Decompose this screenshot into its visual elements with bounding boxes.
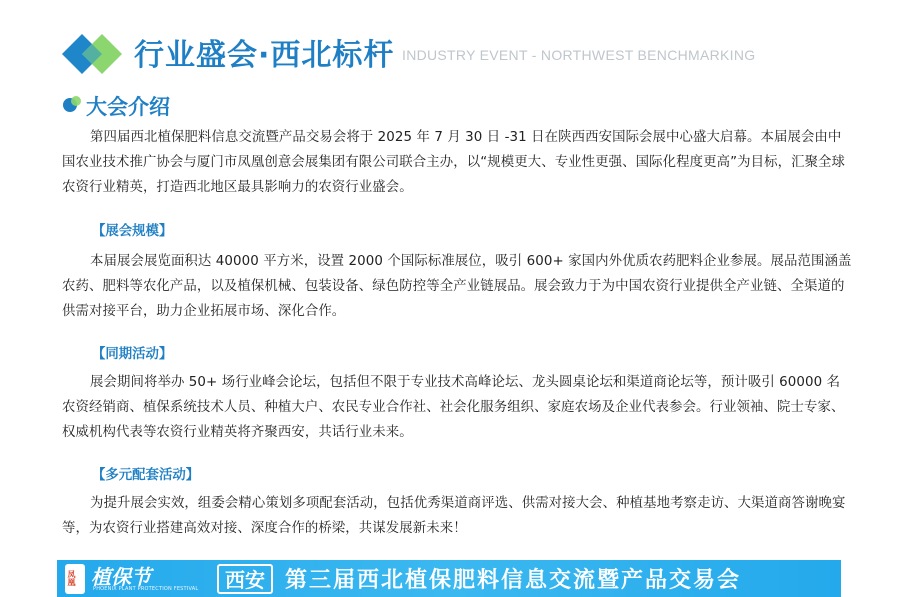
events-heading: 【同期活动】 — [92, 347, 173, 362]
badge-text: 凤凰 — [67, 570, 76, 586]
event-banner — [57, 560, 841, 597]
activities-heading: 【多元配套活动】 — [92, 468, 200, 483]
header-subtitle: INDUSTRY EVENT - NORTHWEST BENCHMARKING — [402, 47, 756, 63]
festival-badge — [65, 564, 85, 594]
festival-name: 植保节 — [91, 565, 151, 589]
scale-heading: 【展会规模】 — [92, 224, 173, 239]
bubble-bullet-icon — [62, 95, 82, 113]
diamond-logo-icon — [62, 34, 132, 74]
intro-paragraph: 第四届西北植保肥料信息交流暨产品交易会将于 2025 年 7 月 30 日 -31 日在陕西西安国际会展中心盛大启幕。本届展会由中国农业技术推广协会与厦门市凤凰创意会展集团有限公司联合主办，以“规模更大、专业性更强、国际化程度更高”为目标，汇聚全球农资行业精英，打造西北地区最具影响力的农资行业盛会。 — [62, 130, 846, 195]
section-title: 大会介绍 — [86, 95, 170, 119]
scale-paragraph: 本届展会展览面积达 40000 平方米，设置 2000 个国际标准展位，吸引 600+ 家国内外优质农药肥料企业参展。展品范围涵盖农药、肥料等农化产品，以及植保机械、包装设备、绿色防控等全产业链展品。展会致力于为中国农资行业提供全产业链、全渠道的供需对接平台，助力企业拓展市场、深化合作。 — [62, 254, 852, 319]
banner-title: 第三届西北植保肥料信息交流暨产品交易会 — [285, 568, 742, 593]
city-label: 西安 — [217, 564, 273, 594]
header-title: 行业盛会·西北标杆 — [134, 38, 395, 73]
festival-name-en: PHOENIX PLANT PROTECTION FESTIVAL — [93, 586, 199, 592]
activities-paragraph: 为提升展会实效，组委会精心策划多项配套活动，包括优秀渠道商评选、供需对接大会、种植基地考察走访、大渠道商答谢晚宴等，为农资行业搭建高效对接、深度合作的桥梁，共谋发展新未来！ — [62, 496, 846, 536]
events-paragraph: 展会期间将举办 50+ 场行业峰会论坛，包括但不限于专业技术高峰论坛、龙头圆桌论坛和渠道商论坛等，预计吸引 60000 名农资经销商、植保系统技术人员、种植大户、农民专业合作社、社会化服务组织、家庭农场及企业代表参会。行业领袖、院士专家、权威机构代表等农资行业精英将齐聚西安，共话行业未来。 — [62, 375, 845, 440]
